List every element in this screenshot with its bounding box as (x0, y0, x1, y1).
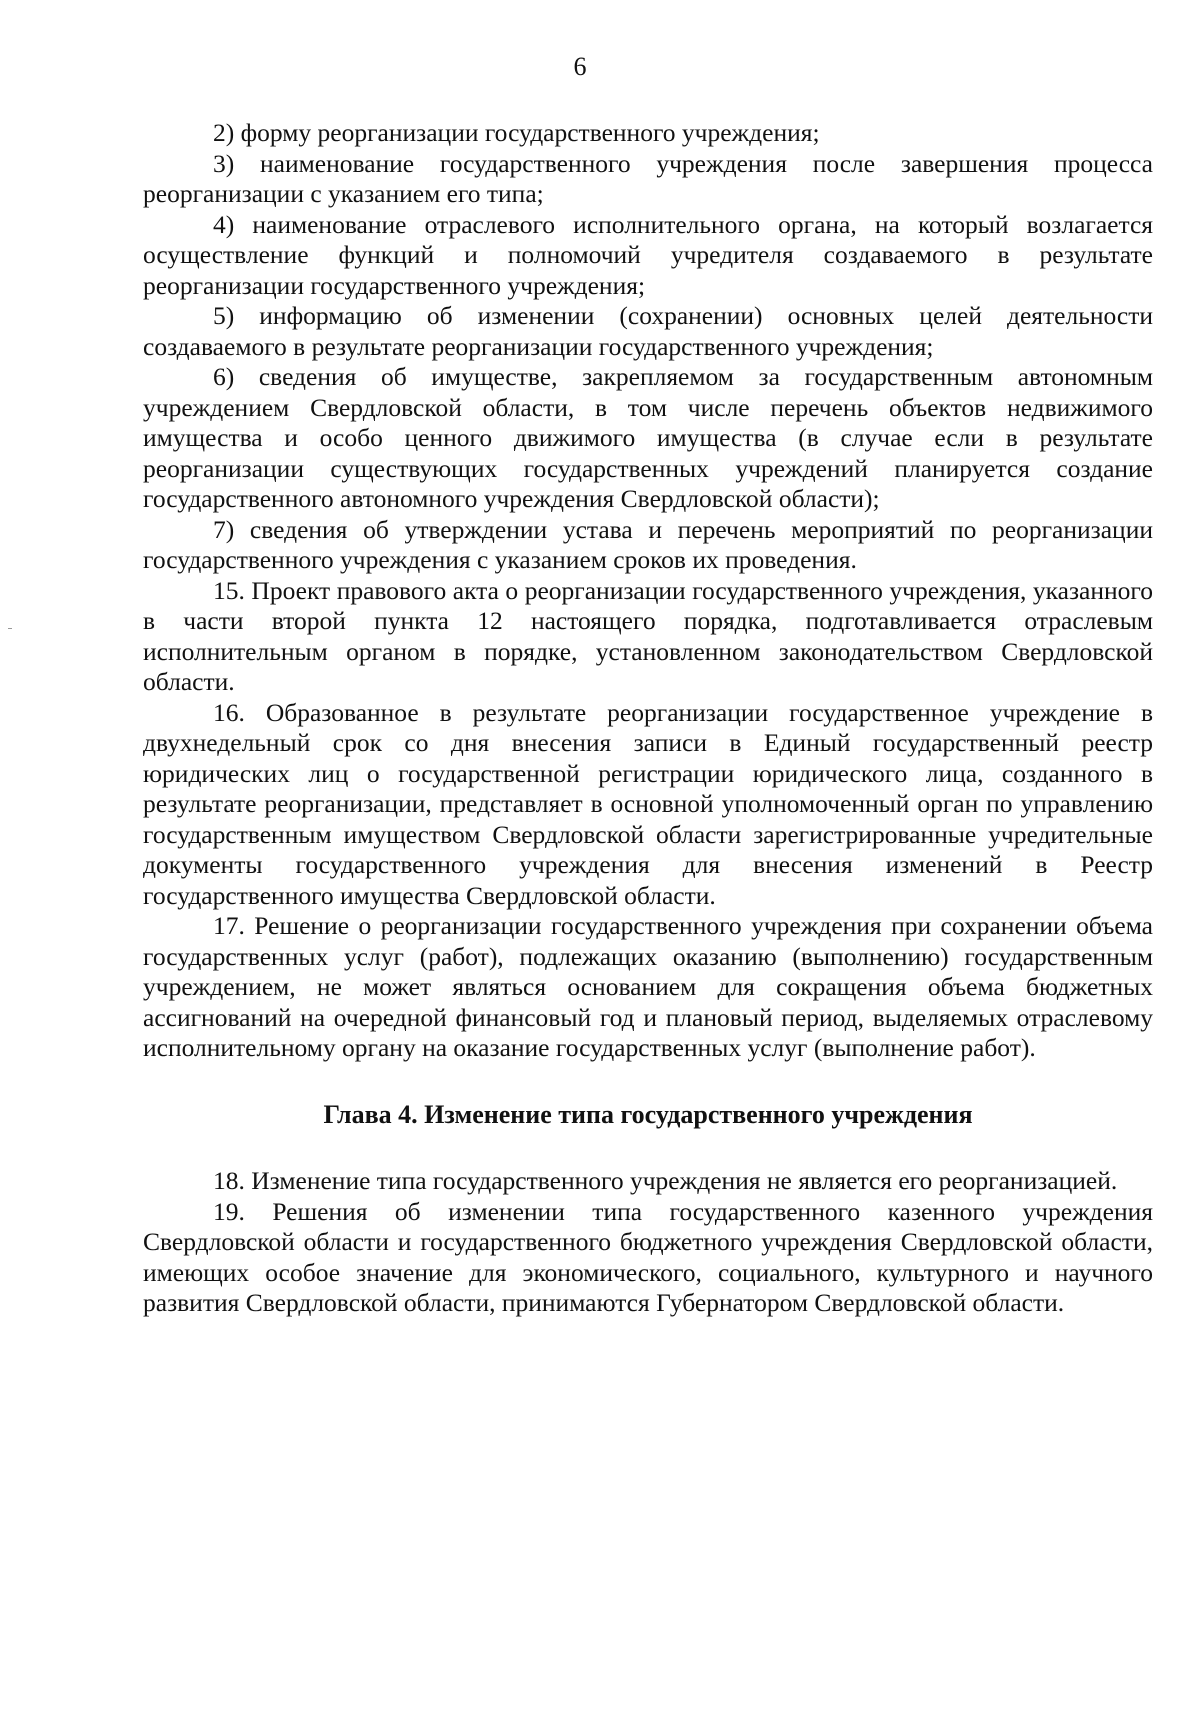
paragraph-item-7: 7) сведения об утверждении устава и перечень мероприятий по реорганизации государственного учреждения с указанием сроков их проведения. (143, 514, 1153, 574)
paragraph-item-4: 4) наименование отраслевого исполнительного органа, на который возлагается осуществление функций и полномочий учредителя создаваемого в результате реорганизации государственного учреждения; (143, 209, 1153, 300)
paragraph-18: 18. Изменение типа государственного учреждения не является его реорганизацией. (213, 1166, 1118, 1195)
scan-artifact (8, 628, 12, 629)
paragraph-item-5: 5) информацию об изменении (сохранении) основных целей деятельности создаваемого в результате реорганизации государственного учреждения; (143, 301, 1153, 361)
page-number: 6 (573, 52, 587, 81)
paragraph-16: 16. Образованное в результате реорганизации государственное учреждение в двухнедельный срок со дня внесения записи в Единый государственный реестр юридических лиц о государственной регистрации юридического лица, созданного в результате реорганизации, представляет в основной уполномоченный орган по управлению государственным имуществом Свердловской области зарегистрированные учредительные документы государственного учреждения для внесения изменений в Реестр государственного имущества Свердловской области. (143, 697, 1153, 910)
paragraph-19: 19. Решения об изменении типа государственного казенного учреждения Свердловской области и государственного бюджетного учреждения Свердловской области, имеющих особое значение для экономического, социального, культурного и научного развития Свердловской области, принимаются Губернатором Свердловской области. (143, 1196, 1153, 1317)
paragraph-item-6: 6) сведения об имуществе, закрепляемом за государственным автономным учреждением Свердловской области, в том числе перечень объектов недвижимого имущества и особо ценного движимого имущества (в случае если в результате реорганизации существующих государственных учреждений планируется создание государственного автономного учреждения Свердловской области); (143, 362, 1153, 513)
paragraph-item-3: 3) наименование государственного учреждения после завершения процесса реорганизации с указанием его типа; (143, 148, 1153, 208)
paragraph-17: 17. Решение о реорганизации государственного учреждения при сохранении объема государственных услуг (работ), подлежащих оказанию (выполнению) государственным учреждением, не может являться основанием для сокращения объема бюджетных ассигнований на очередной финансовый год и плановый период, выделяемых отраслевому исполнительному органу на оказание государственных услуг (выполнение работ). (143, 911, 1153, 1062)
paragraph-15: 15. Проект правового акта о реорганизации государственного учреждения, указанного в части второй пункта 12 настоящего порядка, подготавливается отраслевым исполнительным органом в порядке, установленном законодательством Свердловской области. (143, 575, 1153, 696)
document-body (143, 118, 1153, 1319)
chapter-heading: Глава 4. Изменение типа государственного учреждения (323, 1099, 973, 1129)
paragraph-item-2: 2) форму реорганизации государственного учреждения; (213, 118, 820, 147)
